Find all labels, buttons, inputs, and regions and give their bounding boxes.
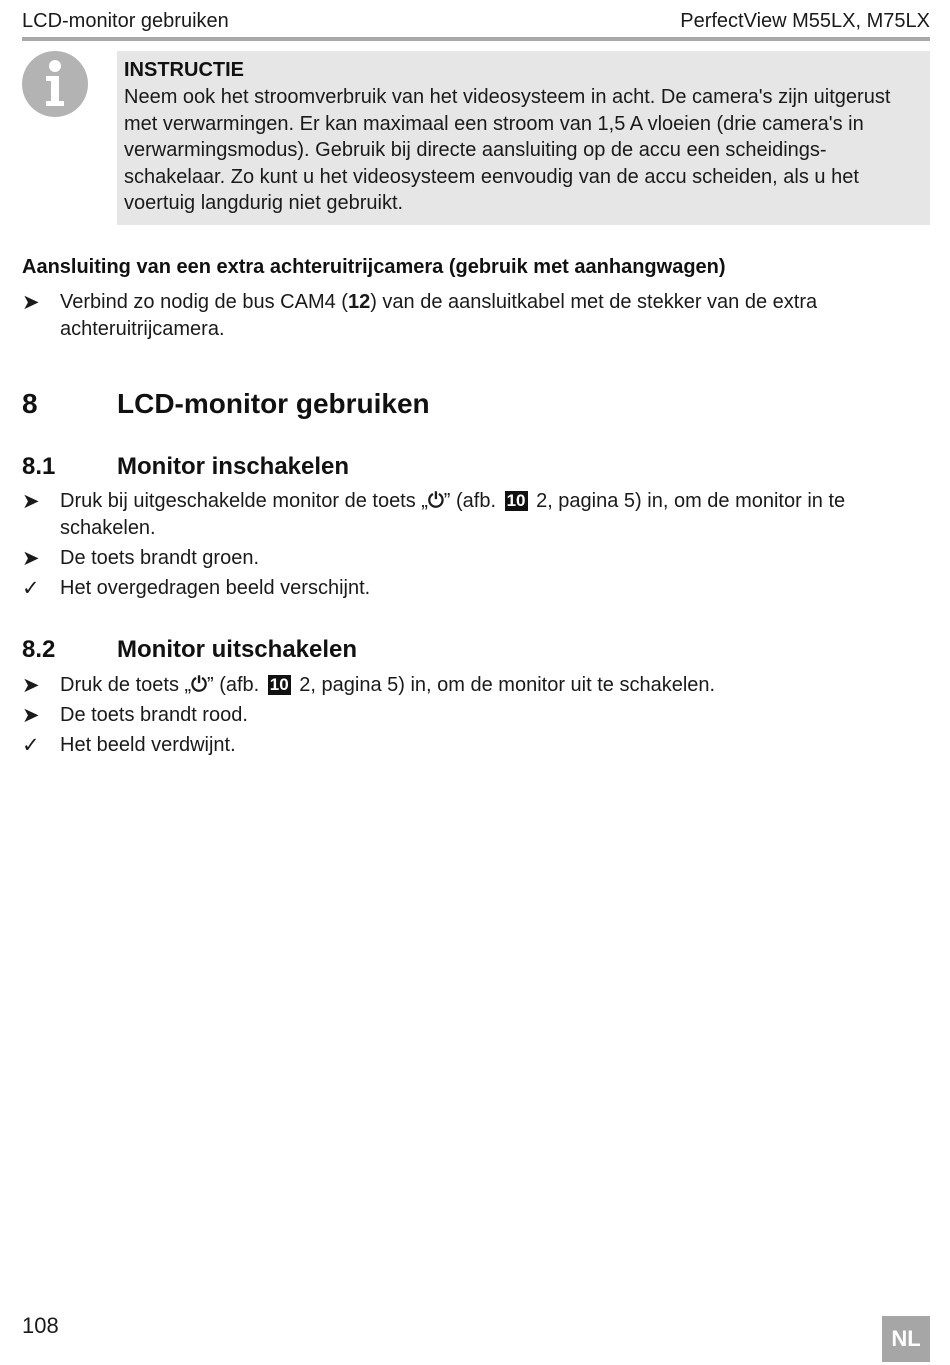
step-text: [60, 289, 930, 343]
info-icon: [22, 51, 88, 117]
list-item: [22, 575, 930, 602]
step-text-part: 2, pagina 5) in, om de monitor in te schakelen.: [60, 490, 846, 539]
section-title: Monitor inschakelen: [117, 453, 350, 480]
step-text: De toets brandt rood.: [60, 704, 248, 726]
page-number: 108: [22, 1313, 59, 1338]
step-text: De toets brandt groen.: [60, 547, 260, 569]
list-item: [22, 702, 930, 729]
note-title: INSTRUCTIE: [124, 59, 244, 81]
list-item: [22, 732, 930, 759]
list-item: [22, 488, 930, 542]
result-text: Het overgedragen beeld verschijnt.: [60, 577, 371, 599]
instruction-note: [117, 51, 930, 225]
power-icon: ⏻: [427, 490, 444, 512]
list-item: [22, 545, 930, 572]
result-text: Het beeld verdwijnt.: [60, 734, 236, 756]
checkmark-icon: ✓: [22, 734, 40, 757]
step-text-part: ” (afb.: [207, 674, 265, 696]
header-divider: [22, 37, 930, 41]
figure-reference-badge: 10: [506, 491, 526, 510]
chapter-number: 8: [22, 388, 38, 419]
step-text-part: Verbind zo nodig de bus CAM4 (: [60, 291, 348, 313]
step-text-part: ) van de aansluitkabel met de stekker van de extra achteruitrijcamera.: [60, 291, 818, 340]
checkmark-icon: ✓: [22, 577, 40, 600]
note-text: Neem ook het stroomverbruik van het videosysteem in acht. De camera's zijn uitgerust met verwarmingen. Er kan maximaal een stroom van 1,5 A vloeien (drie camera's in verwarmingsmodus). Gebruik bij directe aansluiting op de accu een scheidings-schakelaar. Zo kunt u het videosysteem eenvoudig van de accu scheiden, als u het voertuig langdurig niet gebruikt.: [124, 86, 891, 214]
chapter-title: LCD-monitor gebruiken: [117, 388, 430, 419]
step-text-part: Druk bij uitgeschakelde monitor de toets „: [60, 490, 428, 512]
arrow-marker-icon: ➤: [22, 291, 40, 314]
arrow-marker-icon: ➤: [22, 704, 40, 727]
section-number: 8.2: [22, 636, 56, 663]
step-text-part: Druk de toets „: [60, 674, 192, 696]
step-text-part: ” (afb.: [443, 490, 502, 512]
extra-camera-heading: Aansluiting van een extra achteruitrijcamera (gebruik met aanhangwagen): [22, 256, 726, 278]
power-icon: ⏻: [191, 674, 207, 696]
arrow-marker-icon: ➤: [22, 490, 40, 513]
step-text: [60, 672, 930, 699]
page-header: [22, 8, 930, 36]
extra-camera-step: [22, 289, 930, 343]
arrow-marker-icon: ➤: [22, 547, 40, 570]
arrow-marker-icon: ➤: [22, 674, 40, 697]
connector-reference: 12: [347, 291, 371, 313]
language-badge: NL: [882, 1316, 930, 1362]
step-text-part: 2, pagina 5) in, om de monitor uit te schakelen.: [293, 674, 716, 696]
list-item: [22, 672, 930, 699]
header-product-title: PerfectView M55LX, M75LX: [680, 10, 930, 32]
step-text: [60, 488, 930, 542]
header-section-title: LCD-monitor gebruiken: [22, 10, 229, 32]
section-number: 8.1: [22, 453, 56, 480]
section-title: Monitor uitschakelen: [117, 636, 358, 663]
figure-reference-badge: 10: [269, 675, 289, 694]
